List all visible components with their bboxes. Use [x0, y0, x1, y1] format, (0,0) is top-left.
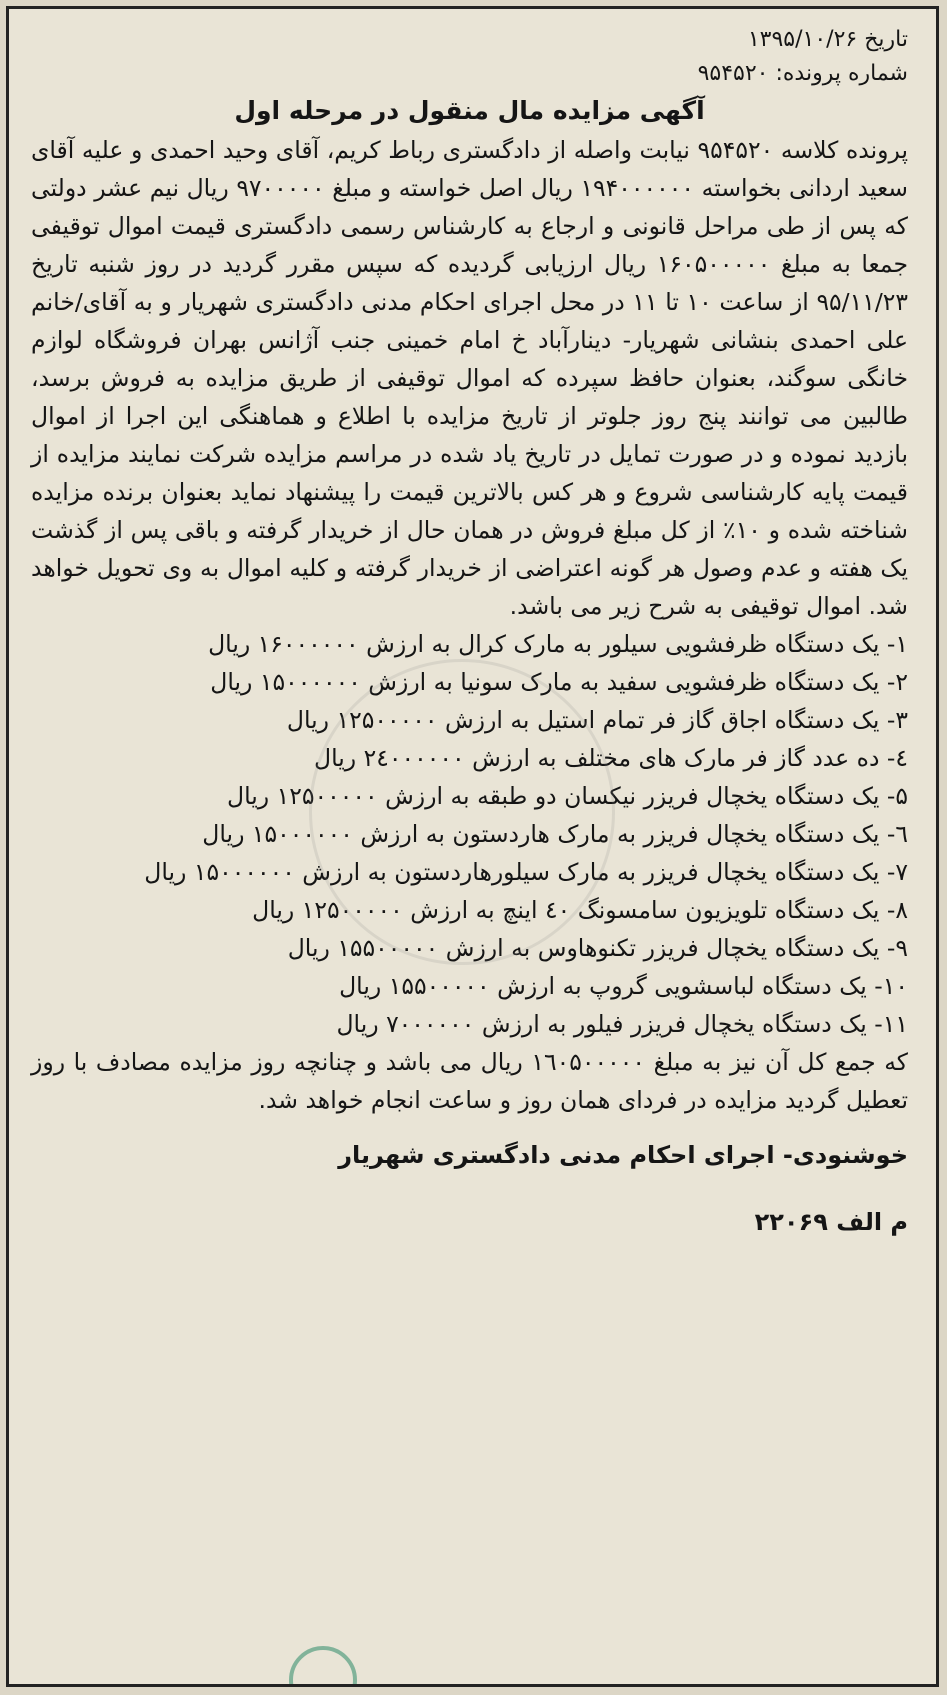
seized-items-list [31, 625, 908, 1043]
list-item: ۹- یک دستگاه یخچال فریزر تکنوهاوس به ارزش ۱۵۵۰۰۰۰۰ ریال [287, 934, 908, 962]
list-item: ۸- یک دستگاه تلویزیون سامسونگ ٤۰ اینچ به ارزش ۱۲۵۰۰۰۰۰ ریال [252, 896, 908, 924]
closing-text: که جمع کل آن نیز به مبلغ ۱٦۰۵۰۰۰۰۰ ریال می باشد و چنانچه روز مزایده مصادف با روز تعطیل گردید مزایده در فردای همان روز و ساعت انجام خواهد شد. [31, 1048, 908, 1114]
notice-title: آگهی مزایده مال منقول در مرحله اول [234, 96, 705, 125]
list-item: ۲- یک دستگاه ظرفشویی سفید به مارک سونیا به ارزش ۱۵۰۰۰۰۰۰ ریال [210, 668, 908, 696]
list-item: ۷- یک دستگاه یخچال فریزر به مارک سیلورهاردستون به ارزش ۱۵۰۰۰۰۰۰ ریال [144, 858, 908, 886]
reference-number: م الف ۲۲۰۶۹ [754, 1208, 908, 1236]
list-item: ۱- یک دستگاه ظرفشویی سیلور به مارک کرال به ارزش ۱۶۰۰۰۰۰۰ ریال [208, 630, 908, 658]
list-item: ۱۰- یک دستگاه لباسشویی گروپ به ارزش ۱۵۵۰۰۰۰۰ ریال [339, 972, 908, 1000]
file-number: شماره پرونده: ۹۵۴۵۲۰ [697, 61, 908, 86]
list-item: ٤- ده عدد گاز فر مارک های مختلف به ارزش ۲٤۰۰۰۰۰۰ ریال [314, 744, 908, 772]
list-item: ٦- یک دستگاه یخچال فریزر به مارک هاردستون به ارزش ۱۵۰۰۰۰۰۰ ریال [202, 820, 908, 848]
signature: خوشنودی- اجرای احکام مدنی دادگستری شهریار [338, 1141, 908, 1169]
notice-body: پرونده کلاسه ۹۵۴۵۲۰ نیابت واصله از دادگستری رباط کریم، آقای وحید احمدی و علیه آقای سعید اردانی بخواسته ۱۹۴۰۰۰۰۰۰ ریال اصل خواسته و مبلغ ۹۷۰۰۰۰۰ ریال نیم عشر دولتی که پس از طی مراحل قانونی و ارجاع به کارشناس رسمی دادگستری قیمت اموال توقیفی جمعا به مبلغ ۱۶۰۵۰۰۰۰۰ ریال ارزیابی گردیده که سپس مقرر گردید در روز شنبه تاریخ ۹۵/۱۱/۲۳ از ساعت ۱۰ تا ۱۱ در محل اجرای احکام مدنی دادگستری شهریار و به آقای/خانم علی احمدی بنشانی شهریار- دینارآباد خ امام خمینی جنب آژانس بهران فروشگاه لوازم خانگی سوگند، بعنوان حافظ سپرده که اموال توقیفی از طریق مزایده به فروش برسد، طالبین می توانند پنج روز جلوتر از تاریخ مزایده با اطلاع و هماهنگی این اجرا از اموال بازدید نموده و در صورت تمایل در تاریخ یاد شده در مراسم مزایده شرکت نمایند مزایده از قیمت پایه کارشناسی شروع و هر کس بالاترین قیمت را پیشنهاد نماید بعنوان برنده مزایده شناخته شده و ۱۰٪ از کل مبلغ فروش در همان حال از خریدار گرفته و باقی پس از گذشت یک هفته و عدم وصول هر گونه اعتراضی از خریدار گرفته و کلیه اموال به وی تحویل خواهد شد. اموال توقیفی به شرح زیر می باشد. [31, 136, 909, 620]
green-ink-mark [289, 1646, 357, 1687]
notice-content [9, 9, 936, 1249]
notice-date: تاریخ ۱۳۹۵/۱۰/۲۶ [747, 27, 908, 52]
list-item: ۱۱- یک دستگاه یخچال فریزر فیلور به ارزش ۷۰۰۰۰۰۰ ریال [336, 1010, 908, 1038]
list-item: ۵- یک دستگاه یخچال فریزر نیکسان دو طبقه به ارزش ۱۲۵۰۰۰۰۰ ریال [227, 782, 908, 810]
list-item: ۳- یک دستگاه اجاق گاز فر تمام استیل به ارزش ۱۲۵۰۰۰۰۰ ریال [286, 706, 908, 734]
notice-clipping [6, 6, 939, 1687]
